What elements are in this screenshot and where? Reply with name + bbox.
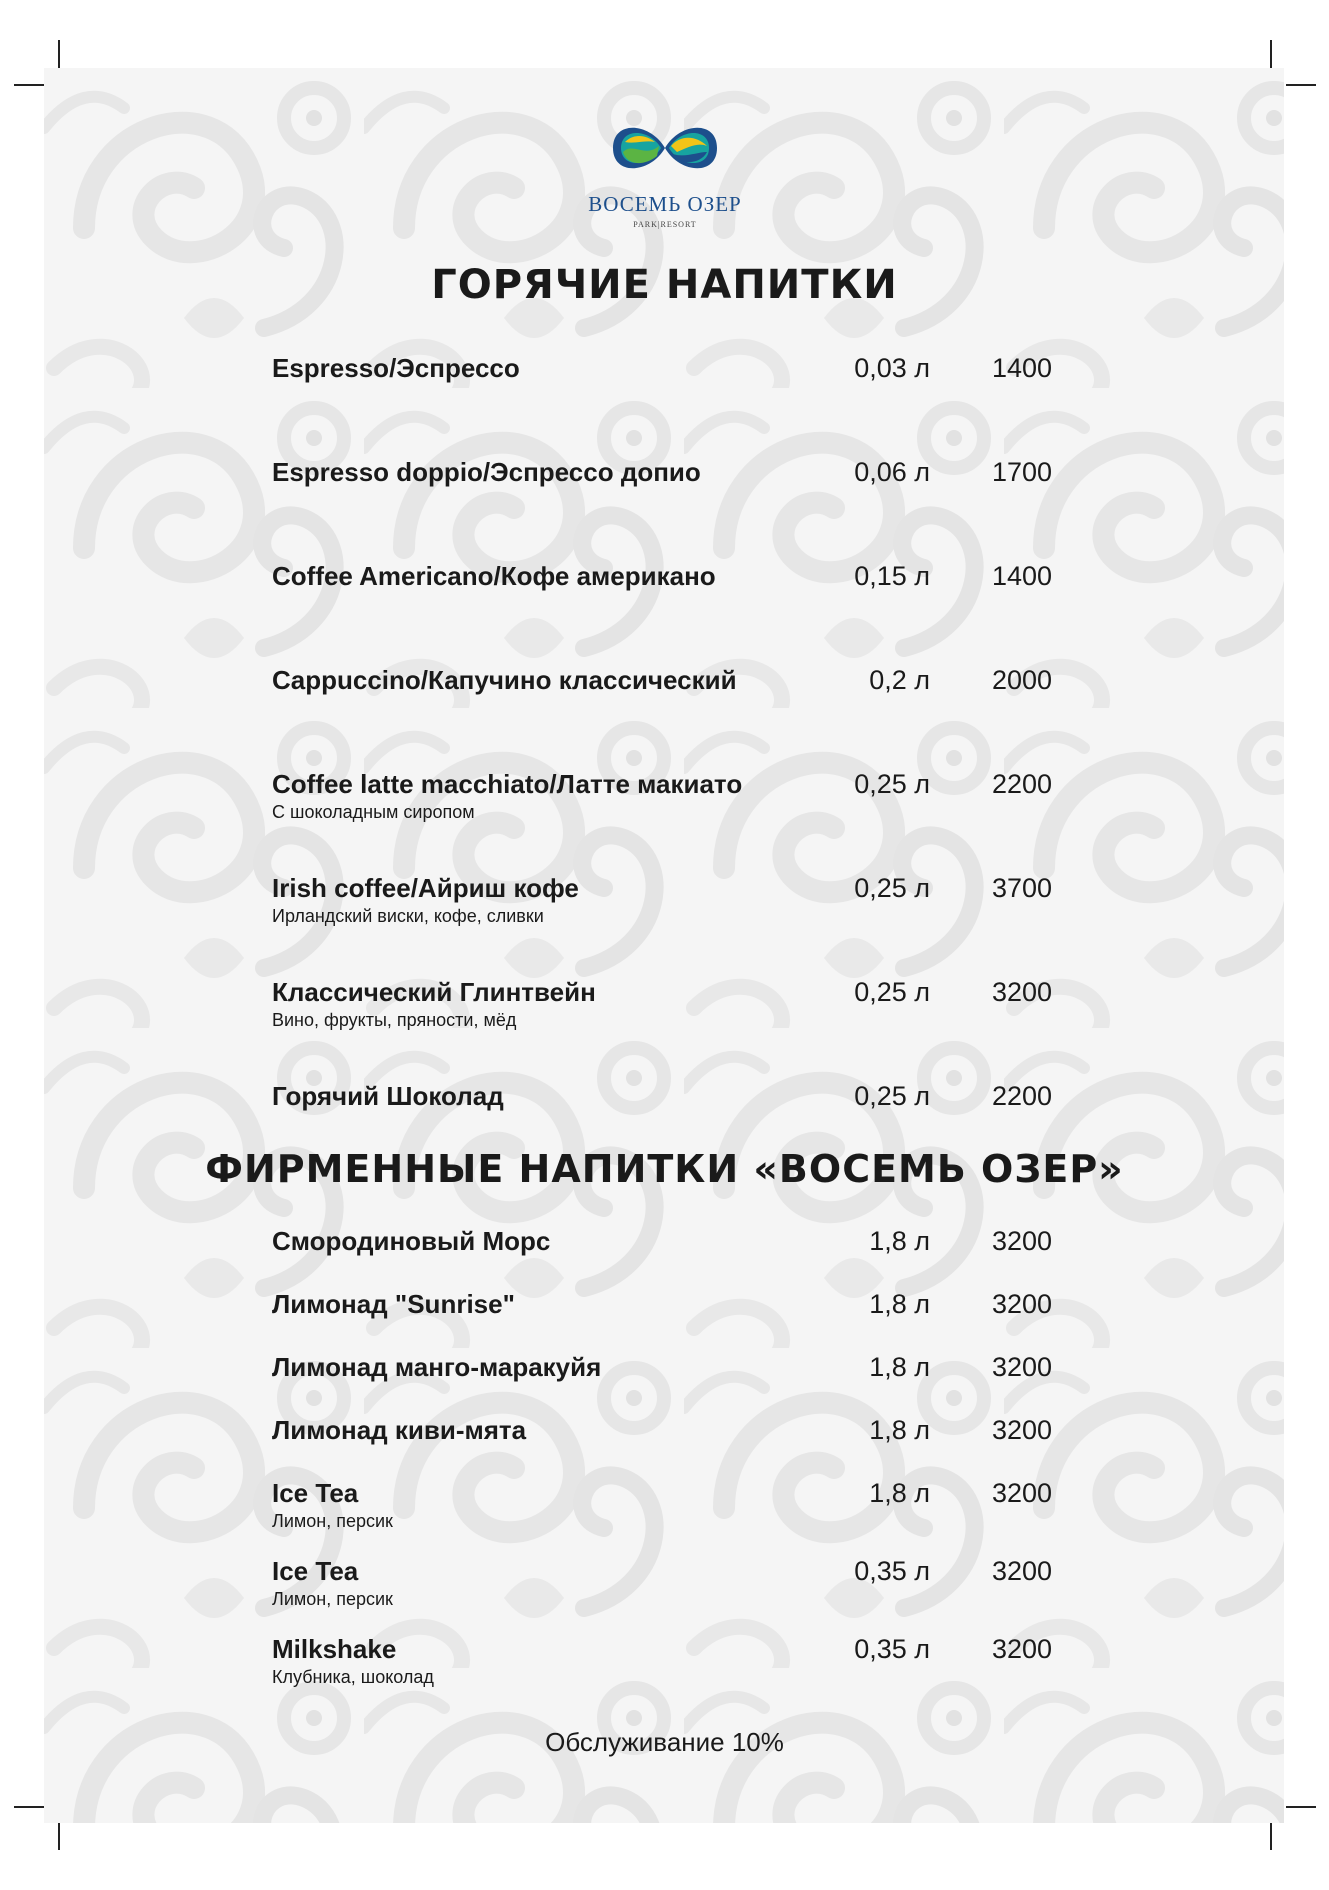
item-price: 3200 <box>992 1226 1053 1256</box>
crop-mark <box>1286 1806 1316 1808</box>
brand-name: ВОСЕМЬ ОЗЕР <box>588 192 742 216</box>
item-description: Ирландский виски, кофе, сливки <box>272 906 544 926</box>
item-volume: 0,2 л <box>869 665 930 695</box>
item-name: Классический Глинтвейн <box>272 977 596 1007</box>
crop-mark <box>58 1820 60 1850</box>
item-name: Coffee latte macchiato/Латте макиато <box>272 769 743 799</box>
item-price: 3200 <box>992 977 1053 1007</box>
item-volume: 1,8 л <box>869 1289 930 1319</box>
crop-mark <box>1270 1820 1272 1850</box>
item-name: Лимонад манго-маракуйя <box>272 1352 602 1382</box>
item-price: 1400 <box>992 561 1053 591</box>
menu-item <box>272 1081 1072 1111</box>
item-volume: 1,8 л <box>869 1352 930 1382</box>
item-name: Milkshake <box>272 1634 397 1664</box>
item-name: Espresso/Эспрессо <box>272 353 520 383</box>
item-name: Espresso doppio/Эспрессо допио <box>272 457 701 487</box>
item-price: 3200 <box>992 1478 1053 1508</box>
section-title-hot-drinks: ГОРЯЧИЕ НАПИТКИ <box>431 262 898 308</box>
item-volume: 1,8 л <box>869 1226 930 1256</box>
item-price: 1400 <box>992 353 1053 383</box>
item-price: 3200 <box>992 1415 1053 1445</box>
menu-item <box>272 1226 1072 1256</box>
menu-item <box>272 1634 1072 1688</box>
item-price: 3200 <box>992 1634 1053 1664</box>
item-name: Ice Tea <box>272 1478 359 1508</box>
item-volume: 0,25 л <box>854 769 930 799</box>
item-price: 2000 <box>992 665 1053 695</box>
crop-mark <box>14 1806 44 1808</box>
item-name: Ice Tea <box>272 1556 359 1586</box>
item-name: Cappuccino/Капучино классический <box>272 665 737 695</box>
item-volume: 0,15 л <box>854 561 930 591</box>
crop-mark <box>14 84 44 86</box>
crop-mark <box>1270 40 1272 70</box>
item-description: С шоколадным сиропом <box>272 802 475 822</box>
brand-subtitle: PARK|RESORT <box>633 220 697 229</box>
item-price: 2200 <box>992 1081 1053 1111</box>
menu-item <box>272 873 1072 927</box>
item-description: Клубника, шоколад <box>272 1667 434 1687</box>
item-volume: 0,06 л <box>854 457 930 487</box>
item-volume: 0,25 л <box>854 977 930 1007</box>
item-name: Горячий Шоколад <box>272 1081 504 1111</box>
item-price: 1700 <box>992 457 1053 487</box>
item-volume: 1,8 л <box>869 1415 930 1445</box>
menu-item <box>272 1415 1072 1445</box>
item-name: Лимонад киви-мята <box>272 1415 527 1445</box>
crop-mark <box>1286 84 1316 86</box>
menu-item <box>272 561 1072 591</box>
service-charge-note: Обслуживание 10% <box>545 1727 784 1757</box>
menu-item <box>272 353 1072 383</box>
item-price: 3700 <box>992 873 1053 903</box>
item-volume: 1,8 л <box>869 1478 930 1508</box>
menu-item <box>272 665 1072 695</box>
menu-item <box>272 769 1072 823</box>
item-description: Вино, фрукты, пряности, мёд <box>272 1010 517 1030</box>
item-description: Лимон, персик <box>272 1589 393 1609</box>
item-volume: 0,03 л <box>854 353 930 383</box>
brand-logo <box>588 112 742 232</box>
menu-item <box>272 977 1072 1031</box>
item-price: 3200 <box>992 1556 1053 1586</box>
item-price: 2200 <box>992 769 1053 799</box>
item-volume: 0,25 л <box>854 873 930 903</box>
item-price: 3200 <box>992 1352 1053 1382</box>
menu-item <box>272 1352 1072 1382</box>
item-volume: 0,35 л <box>854 1634 930 1664</box>
item-description: Лимон, персик <box>272 1511 393 1531</box>
item-price: 3200 <box>992 1289 1053 1319</box>
menu-item <box>272 1289 1072 1319</box>
item-volume: 0,35 л <box>854 1556 930 1586</box>
item-name: Лимонад "Sunrise" <box>272 1289 515 1319</box>
menu-item <box>272 457 1072 487</box>
item-name: Irish coffee/Айриш кофе <box>272 873 579 903</box>
item-name: Coffee Americano/Кофе американо <box>272 561 716 591</box>
infinity-logo-icon <box>605 112 725 184</box>
item-volume: 0,25 л <box>854 1081 930 1111</box>
menu-item <box>272 1556 1072 1610</box>
menu-item <box>272 1478 1072 1532</box>
item-name: Смородиновый Морс <box>272 1226 551 1256</box>
crop-mark <box>58 40 60 70</box>
section-title-signature-drinks: ФИРМЕННЫЕ НАПИТКИ «ВОСЕМЬ ОЗЕР» <box>205 1147 1124 1191</box>
